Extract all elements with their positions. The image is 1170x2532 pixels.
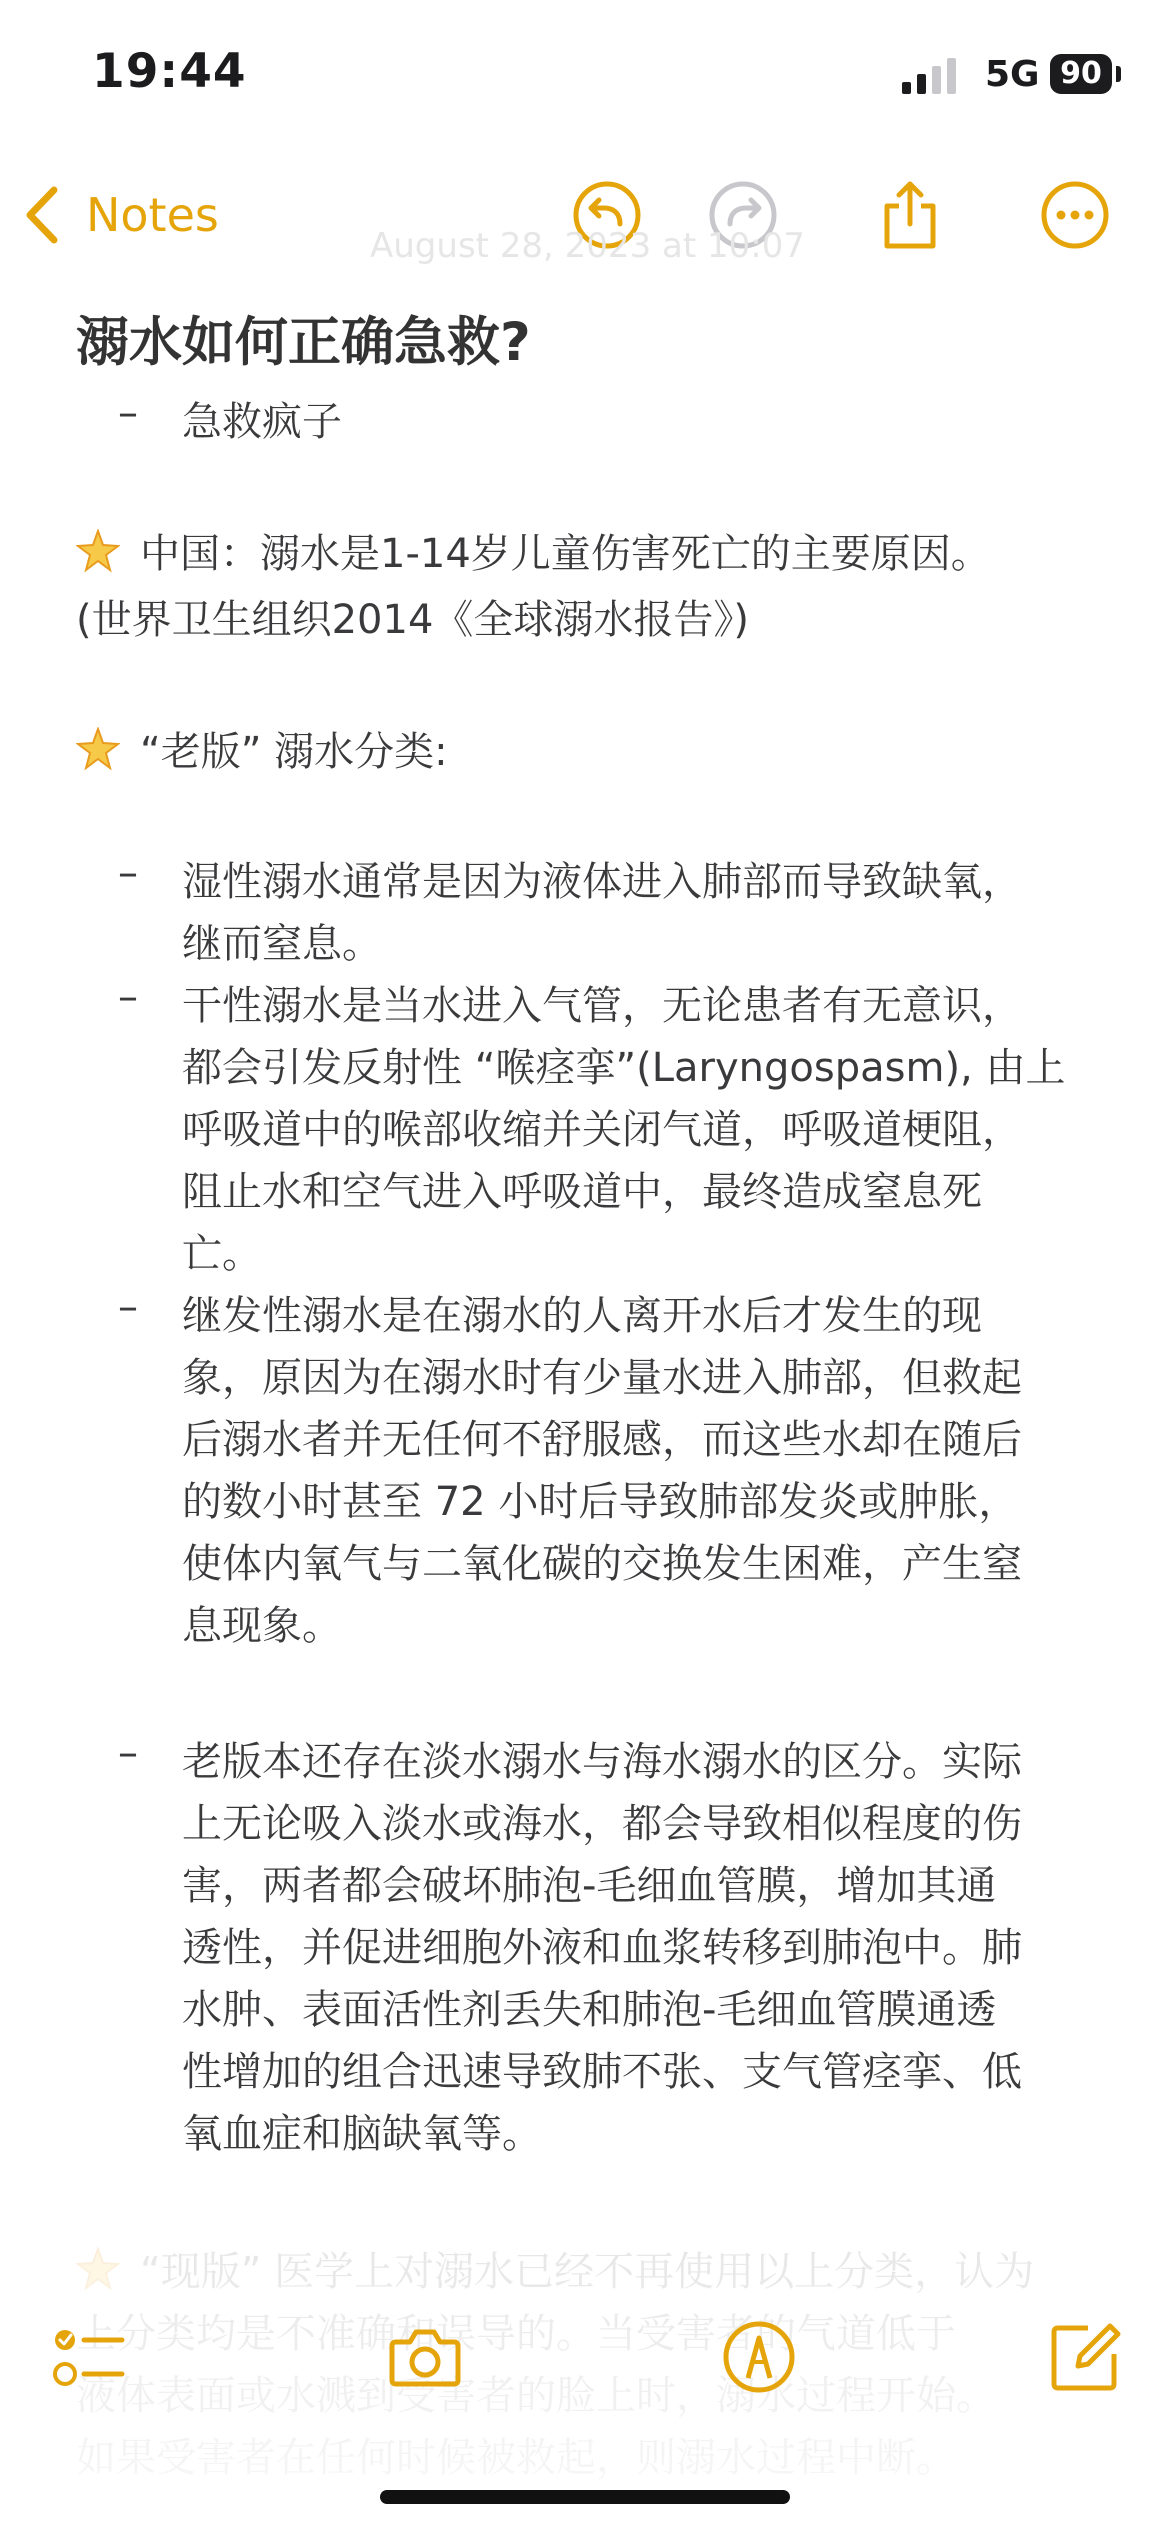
paragraph-text: “老版” 溺水分类:	[140, 729, 448, 775]
bullet-4-line: 老版本还存在淡水溺水与海水溺水的区分。实际	[182, 1739, 1022, 1785]
bullet-4-line: 水肿、表面活性剂丢失和肺泡-毛细血管膜通透	[182, 1987, 997, 2033]
status-time: 19:44	[92, 44, 247, 99]
bullet-3-line: 象，原因为在溺水时有少量水进入肺部，但救起	[182, 1355, 1022, 1401]
bullet-3-line: 继发性溺水是在溺水的人离开水后才发生的现	[182, 1293, 982, 1339]
list-dash: –	[118, 1730, 138, 1776]
note-title: 溺水如何正确急救?	[76, 312, 531, 373]
bullet-4-line: 氧血症和脑缺氧等。	[182, 2111, 542, 2157]
network-type: 5G	[985, 54, 1040, 95]
bullet-3-line: 的数小时甚至 72 小时后导致肺部发炎或肿胀，	[182, 1479, 1019, 1525]
note-subtitle: 急救疯子	[182, 399, 342, 445]
paragraph-text: 中国：溺水是1-14岁儿童伤害死亡的主要原因。	[140, 531, 991, 577]
bullet-4-line: 害，两者都会破坏肺泡-毛细血管膜，增加其通	[182, 1863, 997, 1909]
bullet-2-line: 阻止水和空气进入呼吸道中，最终造成窒息死	[182, 1169, 982, 1215]
bullet-2-line: 呼吸道中的喉部收缩并关闭气道，呼吸道梗阻，	[182, 1107, 1022, 1153]
bullet-2-line: 干性溺水是当水进入气管，无论患者有无意识，	[182, 983, 1022, 1029]
sparkle-star-icon	[76, 727, 120, 771]
bullet-2-line: 都会引发反射性 “喉痉挛”(Laryngospasm), 由上	[182, 1045, 1066, 1091]
status-bar	[0, 0, 1170, 150]
list-dash: –	[118, 850, 138, 896]
bullet-3-line: 后溺水者并无任何不舒服感，而这些水却在随后	[182, 1417, 1022, 1463]
paragraph-source: (世界卫生组织2014《全球溺水报告》)	[76, 597, 750, 643]
bullet-3-line: 息现象。	[182, 1603, 342, 1649]
camera-icon[interactable]	[388, 2320, 462, 2394]
battery-tip	[1116, 66, 1121, 82]
checklist-icon[interactable]	[52, 2320, 126, 2394]
list-dash: –	[118, 390, 138, 436]
back-label: Notes	[86, 188, 219, 242]
sparkle-star-icon	[76, 529, 120, 573]
back-button[interactable]	[22, 180, 219, 250]
chevron-left-icon	[22, 184, 62, 246]
bullet-1-line: 继而窒息。	[182, 921, 382, 967]
home-indicator[interactable]	[380, 2490, 790, 2504]
list-dash: –	[118, 974, 138, 1020]
compose-icon[interactable]	[1048, 2320, 1122, 2394]
bullet-4-line: 性增加的组合迅速导致肺不张、支气管痉挛、低	[182, 2049, 1022, 2095]
toolbar-background	[0, 2240, 1170, 2532]
markup-icon[interactable]	[722, 2320, 796, 2394]
signal-icon	[902, 58, 958, 94]
bullet-3-line: 使体内氧气与二氧化碳的交换发生困难，产生窒	[182, 1541, 1022, 1587]
note-date: August 28, 2023 at 10:07	[370, 226, 805, 266]
paragraph-china	[76, 522, 991, 579]
bullet-4-line: 上无论吸入淡水或海水，都会导致相似程度的伤	[182, 1801, 1022, 1847]
bullet-2-line: 亡。	[182, 1231, 262, 1277]
more-icon[interactable]	[1040, 180, 1110, 250]
share-icon[interactable]	[875, 180, 945, 250]
list-dash: –	[118, 1284, 138, 1330]
bullet-4-line: 透性，并促进细胞外液和血浆转移到肺泡中。肺	[182, 1925, 1022, 1971]
battery-icon: 90	[1050, 54, 1112, 94]
bullet-1-line: 湿性溺水通常是因为液体进入肺部而导致缺氧，	[182, 859, 1022, 905]
paragraph-old-classification	[76, 720, 448, 777]
